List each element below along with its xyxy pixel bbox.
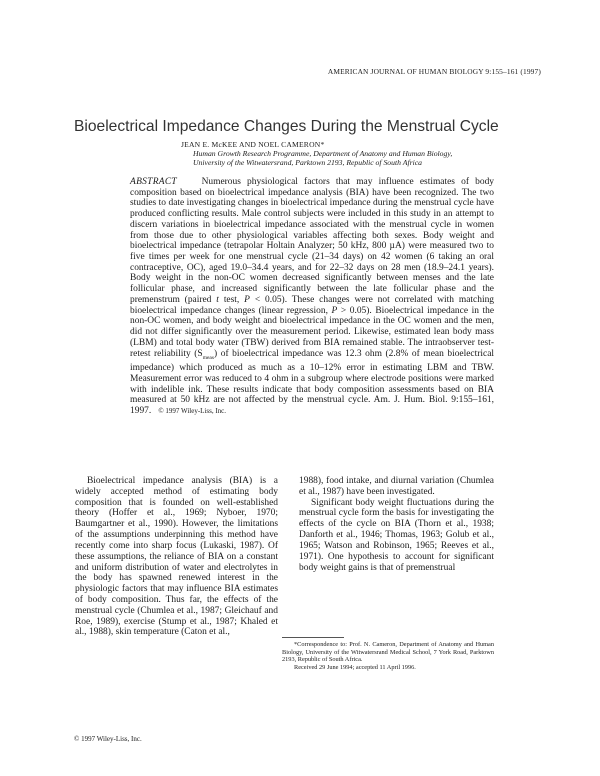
abstract-italic-p: P	[331, 305, 338, 316]
abstract-text: Numerous physiological factors that may influence estimates of body composition based on bioelectrical impedance analysis (BIA) have been recognized. The two studies to date investigating changes in bioelectrical impedance during the menstrual cycle have produced conflicting results. Male control subjects were included in this study in an attempt to discern variations in bioelectrical impedance associated with the menstrual cycle in women from those due to other physiological variables affecting both sexes. Body weight and bioelectrical impedance (tetrapolar Holtain Analyzer; 50 kHz, 800 µA) were measured two to five times per week for one menstrual cycle (21–34 days) on 42 women (6 taking an oral contraceptive, OC), aged 19.0–34.4 years, and for 22–32 days on 28 men (18.9–24.1 years). Body weight in the non-OC women decreased significantly between menses and the late follicular phase, and increased significantly between the late follicular phase and the premenstrum (paired	[130, 177, 495, 305]
abstract-text: ) of bioelectrical impedance was 12.3 ohm (2.8% of mean bioelectrical impedance) which produced as much as a 10–12% error in estimating LBM and TBW. Measurement error was reduced to 4 ohm in a subgroup where electrode positions were marked with indelible ink. These results indicate that body composition assessments based on BIA measured at 50 kHz are not affected by the menstrual cycle. Am. J. Hum. Biol. 9:155–161, 1997.	[130, 348, 494, 416]
body-paragraph: Bioelectrical impedance analysis (BIA) is a widely accepted method of estimating body composition that is founded on well-established theory (Hoffer et al., 1969; Nyboer, 1970; Baumgartner et al., 1990). However, the limitations of the assumptions underpinning this method have recently come into sharp focus (Lukaski, 1987). Of these assumptions, the reliance of BIA on a constant and uniform distribution of water and electrolytes in the body has spawned renewed interest in the physiologic factors that may influence BIA estimates of body composition. Thus far, the effects of the menstrual cycle (Chumlea et al., 1987; Gleichauf and Roe, 1989), exercise (Stump et al., 1987; Khaled et al., 1988), skin temperature (Caton et al.,	[75, 476, 278, 638]
abstract-text: test,	[223, 294, 240, 305]
body-column-right	[299, 476, 494, 573]
body-paragraph: Significant body weight fluctuations during the menstrual cycle form the basis for investigating the effects of the cycle on BIA (Thorn et al., 1938; Danforth et al., 1946; Thomas, 1963; Golub et al., 1965; Watson and Robinson, 1965; Reeves et al., 1971). One hypothesis to account for significant body weight gains is that of premenstrual	[299, 497, 494, 573]
body-column-left	[75, 476, 278, 638]
abstract-label: ABSTRACT	[130, 177, 177, 187]
footnote-received: Received 29 June 1994; accepted 11 April 1996.	[294, 664, 416, 672]
footnote-divider	[282, 637, 344, 638]
article-title: Bioelectrical Impedance Changes During the Menstrual Cycle	[74, 118, 499, 135]
page-copyright: © 1997 Wiley-Liss, Inc.	[74, 735, 142, 743]
abstract-text: > 0.05). Bioelectrical impedance in the non-OC women, and body weight and bioelectrical impedance in the OC women and the men, did not differ significantly over the measurement period. Likewise, estimated lean body mass (LBM) and total body water (TBW) derived from BIA remained stable. The intraobserver test-retest reliability (S	[130, 305, 495, 359]
footnote	[282, 641, 494, 672]
abstract-copyright: © 1997 Wiley-Liss, Inc.	[158, 406, 227, 415]
abstract-subscript: meas	[202, 354, 214, 361]
abstract	[130, 177, 494, 417]
journal-header: AMERICAN JOURNAL OF HUMAN BIOLOGY 9:155–161 (1997)	[327, 67, 541, 76]
body-paragraph: 1988), food intake, and diurnal variation (Chumlea et al., 1987) have been investigated.	[299, 476, 494, 497]
affiliation: Human Growth Research Programme, Department of Anatomy and Human Biology, University of the Witwatersrand, Parktown 2193, Republic of South Africa	[193, 149, 453, 168]
authors: JEAN E. McKEE AND NOEL CAMERON*	[181, 140, 325, 149]
footnote-correspondence: *Correspondence to: Prof. N. Cameron, Department of Anatomy and Human Biology, University of the Witwatersrand Medical School, 7 York Road, Parktown 2193, Republic of South Africa.	[282, 641, 494, 664]
abstract-italic-t: t	[216, 294, 219, 305]
abstract-italic-p: P	[244, 294, 250, 305]
abstract-text: < 0.05). These changes were not correlated with matching bioelectrical impedance changes (linear regression,	[130, 294, 495, 316]
